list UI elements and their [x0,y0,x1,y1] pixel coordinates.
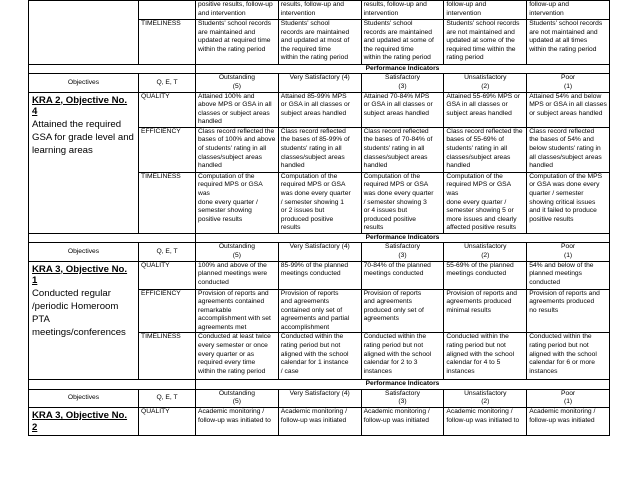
criteria-cell: Academic monitoring / follow-up was initiated to [444,408,527,436]
rating-level-score: (2) [481,251,490,259]
rating-level-score: (5) [232,398,241,406]
rating-level-header [527,243,610,261]
criteria-cell: 70-84% of the planned meetings conducted [361,261,444,289]
rating-levels-row [29,74,610,92]
kra-description: Conducted regular /periodic Homeroom PTA meetings/conferences [32,287,126,339]
rating-level-label: Outstanding [218,389,255,397]
dimension-cell: EFFICIENCY [139,289,196,333]
rating-level-score: (1) [563,83,573,91]
criteria-row [29,92,610,127]
criteria-cell: Students' school records are not maintained and updated at all times within the rating period [527,20,610,65]
criteria-cell: Computation of the required MPS or GSA was done every quarter / semester showing 1 or 2 issues but produced positive results [278,172,361,233]
criteria-cell: Computation of the required MPS or GSA was done every quarter / semester showing positive results [196,172,279,233]
rating-level-score: (5) [232,83,241,91]
rating-level-header [361,243,444,261]
rating-level-label: Poor [561,243,576,251]
rating-levels-row [29,389,610,407]
criteria-cell: Students' school records are maintained and updated at required time within the rating period [196,20,279,65]
criteria-cell: Provision of reports and agreements produced only set of agreements [361,289,444,333]
criteria-cell: Conducted within the rating period but not aligned with the school calendar for 6 or more instances [527,333,610,380]
criteria-cell: Attained 70-84% MPS or GSA in all classes or subject areas handled [361,92,444,127]
qet-header: Q, E, T [139,74,196,92]
criteria-cell: Students' school records are not maintained and updated at some of the required time within the rating period [444,20,527,65]
criteria-cell: Class record reflected the bases of 85-99% of students' rating in all classes/subject areas handled [278,127,361,172]
performance-indicators-header: Performance Indicators [196,380,610,389]
rating-level-score: (1) [563,251,573,259]
criteria-row [29,261,610,289]
dimension-cell: QUALITY [139,92,196,127]
criteria-cell: Conducted at least twice every semester or once every quarter or as required every time within the rating period [196,333,279,380]
continuation-row [29,1,610,20]
rating-level-label: Poor [561,74,576,82]
rating-level-label: Very Satisfactory (4) [289,74,350,82]
performance-indicators-header: Performance Indicators [196,65,610,74]
criteria-cell: Provision of reports and agreements produced no results [527,289,610,333]
criteria-cell: 100% and above of the planned meetings were conducted [196,261,279,289]
criteria-cell: Conducted within the rating period but not aligned with the school calendar for 1 instance / case [278,333,361,380]
rating-level-label: Outstanding [218,243,255,251]
criteria-cell: Computation of the MPS or GSA was done every quarter / semester showing critical issues and it failed to produce positive results [527,172,610,233]
objective-cell [29,1,139,65]
rating-level-header [527,389,610,407]
criteria-cell: 55-69% of the planned meetings conducted [444,261,527,289]
rating-level-score: (3) [398,251,407,259]
criteria-cell: Provision of reports and agreements contained only set of agreements and partial accomplishment [278,289,361,333]
rating-level-header [361,74,444,92]
rating-level-score: (1) [563,398,573,406]
criteria-cell: Provision of reports and agreements produced minimal results [444,289,527,333]
rating-level-header [278,74,361,92]
criteria-cell: Computation of the required MPS or GSA was done every quarter / semester showing 3 or 4 issues but produced positive results [361,172,444,233]
rating-level-label: Very Satisfactory (4) [289,243,350,251]
rating-level-header [196,74,279,92]
rubric-table-body [29,1,610,436]
objectives-header: Objectives [29,389,139,407]
dimension-cell [139,1,196,20]
criteria-cell: Attained 100% and above MPS or GSA in all classes or subject areas handled [196,92,279,127]
rating-level-score: (2) [481,398,490,406]
dimension-cell: EFFICIENCY [139,127,196,172]
rating-level-header [527,74,610,92]
criteria-cell: Academic monitoring / follow-up was initiated [527,408,610,436]
rating-level-label: Unsatisfactory [464,389,507,397]
dimension-cell: QUALITY [139,408,196,436]
criteria-cell: Attained 54% and below MPS or GSA in all classes or subject areas handled [527,92,610,127]
objectives-header: Objectives [29,74,139,92]
objectives-header: Objectives [29,243,139,261]
criteria-cell: Academic monitoring / follow-up was initiated [361,408,444,436]
criteria-cell: Class record reflected the bases of 55-69% of students' rating in all classes/subject areas handled [444,127,527,172]
rating-level-label: Unsatisfactory [464,243,507,251]
rating-level-header [278,243,361,261]
rating-level-header [444,243,527,261]
kra-objective-cell [29,92,139,233]
kra-title: KRA 3, Objective No. 1 [32,263,128,287]
blank-cell [29,233,196,242]
dimension-cell: TIMELINESS [139,172,196,233]
dimension-cell: TIMELINESS [139,333,196,380]
rating-level-label: Unsatisfactory [464,74,507,82]
dimension-cell: QUALITY [139,261,196,289]
rating-level-header [196,389,279,407]
criteria-cell: Academic monitoring / follow-up was initiated [278,408,361,436]
criteria-cell: Provision of reports and agreements contained remarkable accomplishment with set agreements met [196,289,279,333]
criteria-cell: positive results, follow-up and intervention [196,1,279,20]
performance-indicators-header: Performance Indicators [196,233,610,242]
rating-levels-row [29,243,610,261]
blank-cell [29,380,196,389]
rating-level-label: Satisfactory [385,74,420,82]
criteria-cell: Computation of the required MPS or GSA was done every quarter / semester showing 5 or more issues and clearly affected positive results [444,172,527,233]
criteria-cell: Students' school records are maintained and updated at some of the required time within the rating period [361,20,444,65]
kra-title: KRA 3, Objective No. 2 [32,410,128,433]
rating-level-header [278,389,361,407]
dimension-cell: TIMELINESS [139,20,196,65]
criteria-cell: Class record reflected the bases of 100% and above of students' rating in all classes/subject areas handled [196,127,279,172]
criteria-cell: Class record reflected the bases of 54% and below students' rating in all classes/subject areas handled [527,127,610,172]
rubric-table [28,0,610,436]
criteria-cell: Students' school records are maintained and updated at most of the required time within the rating period [278,20,361,65]
blank-cell [29,65,196,74]
criteria-cell: follow-up and intervention [444,1,527,20]
kra-objective-cell [29,408,139,436]
performance-indicators-row [29,233,610,242]
rating-level-header [196,243,279,261]
criteria-cell: 85-99% of the planned meetings conducted [278,261,361,289]
rating-level-header [361,389,444,407]
criteria-cell: follow-up and intervention [527,1,610,20]
criteria-cell: results, follow-up and intervention [361,1,444,20]
rating-level-score: (2) [481,83,490,91]
criteria-cell: 54% and below of the planned meetings conducted [527,261,610,289]
rating-level-label: Outstanding [218,74,255,82]
rating-level-score: (3) [398,83,407,91]
qet-header: Q, E, T [139,389,196,407]
kra-objective-cell [29,261,139,380]
rating-level-label: Satisfactory [385,389,420,397]
rating-level-label: Poor [561,389,576,397]
rating-level-header [444,74,527,92]
kra-title: KRA 2, Objective No. 4 [32,94,128,118]
rating-level-score: (5) [232,251,241,259]
rating-level-score: (3) [398,398,407,406]
criteria-cell: Attained 55-69% MPS or GSA in all classes or subject areas handled [444,92,527,127]
rating-level-header [444,389,527,407]
kra-description: Attained the required GSA for grade level and learning areas [32,118,134,157]
rating-level-label: Very Satisfactory (4) [289,389,350,397]
criteria-cell: Attained 85-99% MPS or GSA in all classes or subject areas handled [278,92,361,127]
criteria-cell: Class record reflected the bases of 70-84% of students' rating in all classes/subject areas handled [361,127,444,172]
performance-indicators-row [29,380,610,389]
rating-level-label: Satisfactory [385,243,420,251]
criteria-cell: Conducted within the rating period but not aligned with the school calendar for 2 to 3 instances [361,333,444,380]
qet-header: Q, E, T [139,243,196,261]
criteria-row [29,408,610,436]
criteria-cell: results, follow-up and intervention [278,1,361,20]
criteria-cell: Conducted within the rating period but not aligned with the school calendar for 4 to 5 instances [444,333,527,380]
criteria-cell: Academic monitoring / follow-up was initiated to [196,408,279,436]
performance-indicators-row [29,65,610,74]
